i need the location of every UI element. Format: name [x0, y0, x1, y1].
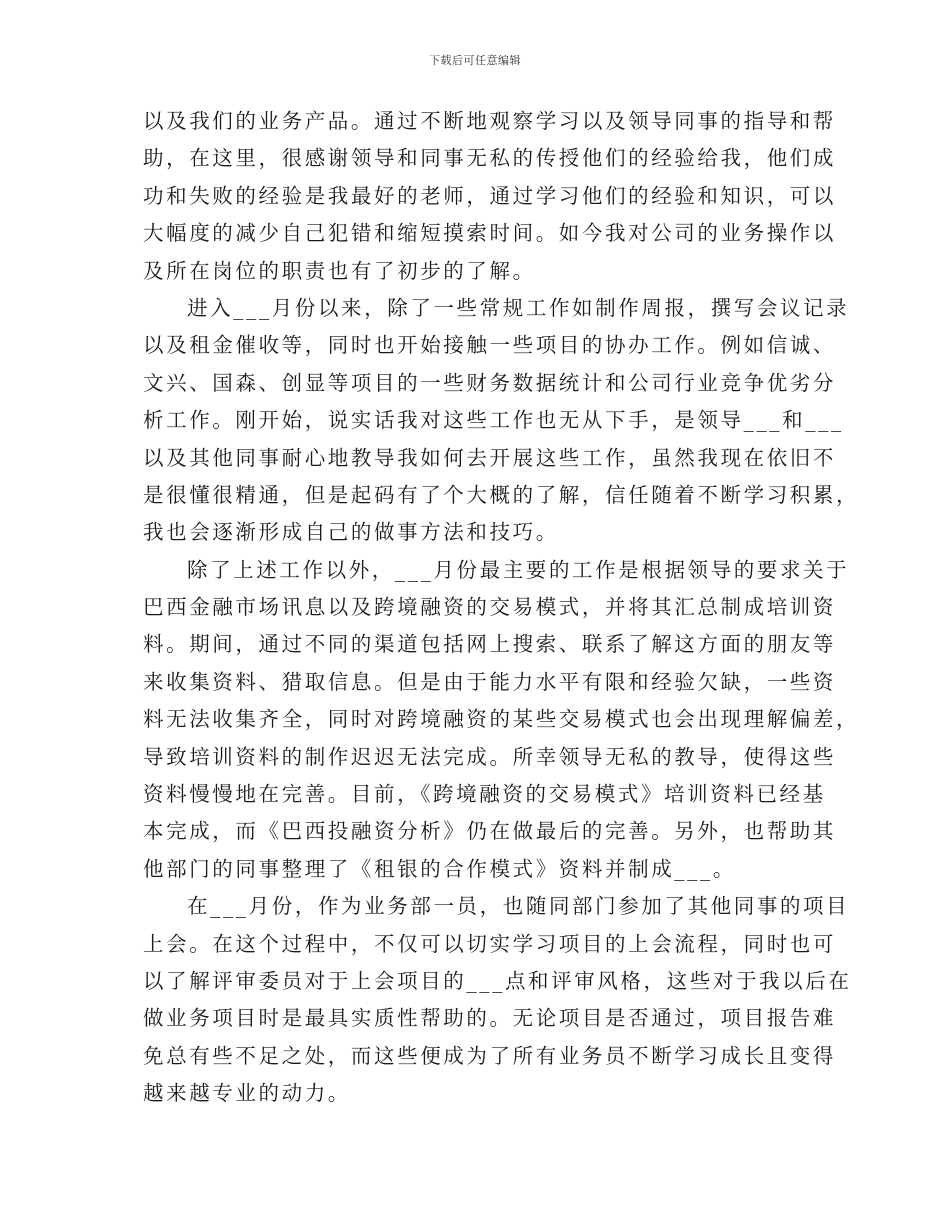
paragraph-1-line: 助，在这里，很感谢领导和同事无私的传授他们的经验给我，他们成	[143, 146, 836, 171]
paragraph-4-line: 做业务项目时是最具实质性帮助的。无论项目是否通过，项目报告难	[143, 1006, 836, 1031]
paragraph-3-line: 导致培训资料的制作迟迟无法完成。所幸领导无私的教导，使得这些	[143, 744, 836, 769]
paragraph-3-line: 本完成，而《巴西投融资分析》仍在做最后的完善。另外，也帮助其	[143, 819, 836, 844]
paragraph-4-line: 上会。在这个过程中，不仅可以切实学习项目的上会流程，同时也可	[143, 931, 836, 956]
paragraph-1-line: 功和失败的经验是我最好的老师，通过学习他们的经验和知识，可以	[143, 183, 836, 208]
paragraph-1-line: 及所在岗位的职责也有了初步的了解。	[143, 258, 536, 283]
paragraph-3-line: 他部门的同事整理了《租银的合作模式》资料并制成___。	[143, 856, 736, 881]
paragraph-3-line: 料无法收集齐全，同时对跨境融资的某些交易模式也会出现理解偏差，	[143, 707, 860, 732]
paragraph-2-line: 文兴、国森、创显等项目的一些财务数据统计和公司行业竞争优劣分	[143, 370, 836, 395]
paragraph-2-line: 以及租金催收等，同时也开始接触一些项目的协办工作。例如信诚、	[143, 333, 836, 358]
paragraph-3-line: 巴西金融市场讯息以及跨境融资的交易模式，并将其汇总制成培训资	[143, 595, 836, 620]
paragraph-3-line: 除了上述工作以外，___月份最主要的工作是根据领导的要求关于	[187, 557, 850, 582]
paragraph-4-line: 在___月份，作为业务部一员，也随同部门参加了其他同事的项目	[187, 894, 850, 919]
paragraph-4-line: 免总有些不足之处，而这些便成为了所有业务员不断学习成长且变得	[143, 1043, 836, 1068]
paragraph-3-line: 来收集资料、猎取信息。但是由于能力水平有限和经验欠缺，一些资	[143, 669, 836, 694]
paragraph-3-line: 料。期间，通过不同的渠道包括网上搜索、联系了解这方面的朋友等	[143, 632, 836, 657]
page-header: 下载后可任意编辑	[429, 54, 521, 67]
paragraph-2-line: 进入___月份以来，除了一些常规工作如制作周报，撰写会议记录	[187, 295, 850, 320]
paragraph-2-line: 析工作。刚开始，说实话我对这些工作也无从下手，是领导___和___	[143, 408, 844, 433]
paragraph-4-line: 以了解评审委员对于上会项目的___点和评审风格，这些对于我以后在	[143, 968, 852, 993]
paragraph-2-line: 以及其他同事耐心地教导我如何去开展这些工作，虽然我现在依旧不	[143, 445, 836, 470]
paragraph-1-line: 以及我们的业务产品。通过不断地观察学习以及领导同事的指导和帮	[143, 109, 836, 133]
document-body	[143, 103, 860, 1113]
paragraph-4-line: 越来越专业的动力。	[143, 1081, 351, 1106]
paragraph-3-line: 资料慢慢地在完善。目前，《跨境融资的交易模式》培训资料已经基	[143, 782, 826, 807]
paragraph-1-line: 大幅度的减少自己犯错和缩短摸索时间。如今我对公司的业务操作以	[143, 221, 836, 246]
paragraph-2-line: 是很懂很精通，但是起码有了个大概的了解，信任随着不断学习积累，	[143, 482, 860, 507]
paragraph-2-line: 我也会逐渐形成自己的做事方法和技巧。	[143, 520, 559, 545]
